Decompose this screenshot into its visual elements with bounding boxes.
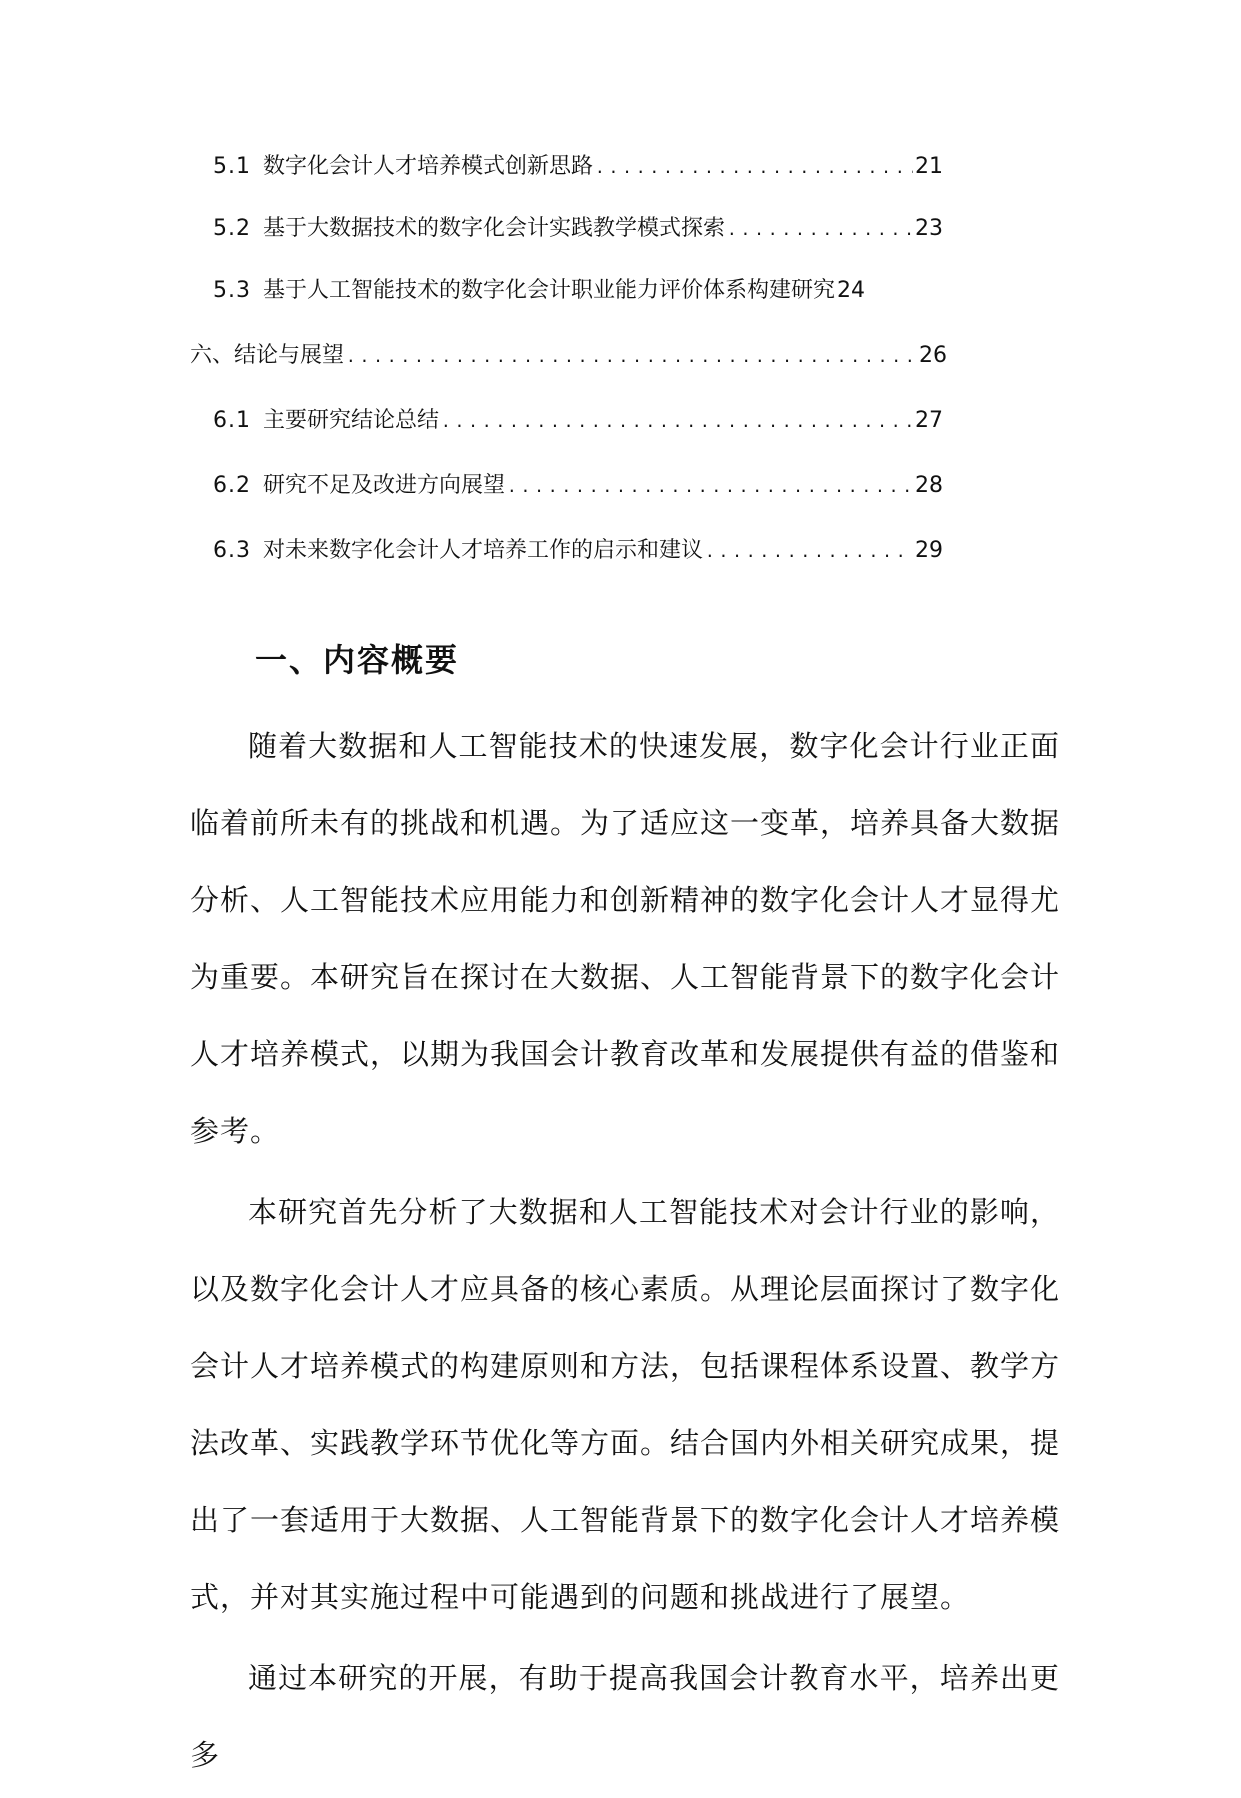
toc-entry-number: 5.3 [213, 278, 251, 303]
toc-entry-page: 26 [919, 343, 947, 368]
toc-dot-leader [727, 210, 913, 250]
body-paragraph: 随着大数据和人工智能技术的快速发展，数字化会计行业正面临着前所未有的挑战和机遇。为了适应这一变革，培养具备大数据分析、人工智能技术应用能力和创新精神的数字化会计人才显得尤为重要。本研究旨在探讨在大数据、人工智能背景下的数字化会计人才培养模式，以期为我国会计教育改革和发展提供有益的借鉴和参考。 [190, 729, 1061, 1148]
toc-entry-page: 24 [837, 278, 866, 303]
toc-entry-6-1[interactable] [213, 401, 943, 441]
section-body [190, 708, 1060, 1798]
toc-entry-page: 29 [915, 538, 943, 563]
toc-entry-6-2[interactable] [213, 466, 943, 506]
toc-entry-6[interactable] [190, 336, 947, 376]
toc-entry-title: 对未来数字化会计人才培养工作的启示和建议 [263, 538, 704, 563]
toc-entry-number: 6.1 [213, 408, 251, 433]
toc-entry-6-3[interactable] [213, 531, 943, 571]
toc-dot-leader [346, 337, 917, 377]
toc-entry-number: 6.2 [213, 473, 251, 498]
toc-entry-5-1[interactable] [213, 147, 943, 187]
toc-dot-leader [595, 148, 913, 188]
toc-entry-page: 28 [915, 473, 943, 498]
toc-dot-leader [705, 532, 913, 572]
toc-entry-page: 27 [915, 408, 943, 433]
toc-dot-leader [507, 467, 913, 507]
toc-entry-5-2[interactable] [213, 209, 943, 249]
body-paragraph: 本研究首先分析了大数据和人工智能技术对会计行业的影响，以及数字化会计人才应具备的核心素质。从理论层面探讨了数字化会计人才培养模式的构建原则和方法，包括课程体系设置、教学方法改革、实践教学环节优化等方面。结合国内外相关研究成果，提出了一套适用于大数据、人工智能背景下的数字化会计人才培养模式，并对其实施过程中可能遇到的问题和挑战进行了展望。 [190, 1195, 1061, 1614]
body-paragraph: 通过本研究的开展，有助于提高我国会计教育水平，培养出更多 [190, 1661, 1060, 1772]
section-heading: 一、内容概要 [255, 641, 460, 679]
toc-entry-number: 5.2 [213, 216, 251, 241]
toc-entry-title: 主要研究结论总结 [263, 408, 440, 433]
toc-entry-title: 六、结论与展望 [190, 343, 345, 368]
toc-entry-page: 23 [915, 216, 943, 241]
toc-entry-5-3[interactable] [213, 271, 943, 311]
toc-dot-leader [441, 402, 913, 442]
toc-entry-title: 数字化会计人才培养模式创新思路 [263, 154, 594, 179]
toc-entry-title: 研究不足及改进方向展望 [263, 473, 506, 498]
toc-entry-number: 5.1 [213, 154, 251, 179]
toc-entry-number: 6.3 [213, 538, 251, 563]
toc-entry-title: 基于人工智能技术的数字化会计职业能力评价体系构建研究 [263, 278, 836, 303]
toc-entry-page: 21 [915, 154, 943, 179]
toc-entry-title: 基于大数据技术的数字化会计实践教学模式探索 [263, 216, 726, 241]
